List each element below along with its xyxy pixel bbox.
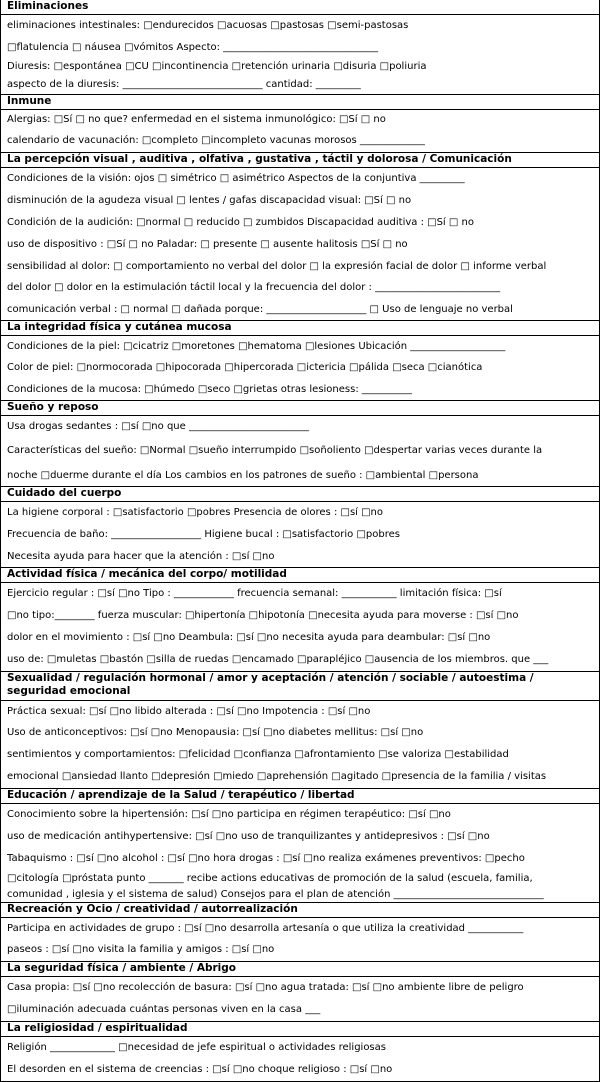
form-line[interactable]: calendario de vacunación: □completo □incompleto vacunas morosos _____________ — [7, 135, 425, 146]
form-line[interactable]: aspecto de la diuresis: ____________________________ cantidad: _________ — [7, 79, 361, 90]
section-body — [1, 336, 599, 400]
section-body — [1, 918, 599, 961]
section-header: Sueño y reposo — [1, 401, 599, 416]
form-line[interactable]: comunidad , iglesia y el sistema de salud) Consejos para el plan de atención ______________________________ — [7, 889, 544, 900]
form-line[interactable]: Diuresis: □espontánea □CU □incontinencia □retención urinaria □disuria □poliuria — [7, 61, 427, 72]
form-line[interactable]: Usa drogas sedantes : □sí □no que ________________________ — [7, 421, 309, 432]
section-body — [1, 701, 599, 788]
form-section — [1, 903, 599, 962]
form-line[interactable]: Práctica sexual: □sí □no libido alterada : □sí □no Impotencia : □sí □no — [7, 706, 371, 717]
section-body — [1, 977, 599, 1021]
form-section — [1, 401, 599, 487]
form-line[interactable]: Necesita ayuda para hacer que la atención : □sí □no — [7, 551, 275, 562]
form-line[interactable]: Participa en actividades de grupo : □sí □no desarrolla artesanía o que utiliza la creatividad ___________ — [7, 923, 524, 934]
form-line[interactable]: Religión _____________ □necesidad de jefe espiritual o actividades religiosas — [7, 1042, 386, 1053]
form-line[interactable]: emocional □ansiedad llanto □depresión □miedo □aprehensión □agitado □presencia de la familia / visitas — [7, 771, 547, 782]
section-header: La integridad física y cutánea mucosa — [1, 321, 599, 336]
form-line[interactable]: El desorden en el sistema de creencias : □sí □no choque religioso : □sí □no — [7, 1064, 393, 1075]
form-line[interactable]: La higiene corporal : □satisfactorio □pobres Presencia de olores : □sí □no — [7, 507, 384, 518]
form-line[interactable]: eliminaciones intestinales: □endurecidos □acuosas □pastosas □semi-pastosas — [7, 20, 409, 31]
section-body — [1, 502, 599, 567]
section-body — [1, 1037, 599, 1081]
form-line[interactable]: uso de dispositivo : □Sí □ no Paladar: □ presente □ ausente halitosis □Sí □ no — [7, 239, 408, 250]
form-line[interactable]: □iluminación adecuada cuántas personas viven en la casa ___ — [7, 1004, 321, 1015]
section-header: Educación / aprendizaje de la Salud / terapéutico / libertad — [1, 789, 599, 804]
form-line[interactable]: uso de: □muletas □bastón □silla de ruedas □encamado □parapléjico □ausencia de los miembros. que ___ — [7, 654, 549, 665]
section-body — [1, 168, 599, 320]
form-line[interactable]: Características del sueño: □Normal □sueño interrumpido □soñoliento □despertar varias veces durante la — [7, 445, 543, 456]
form-section — [1, 0, 599, 95]
section-header: Actividad física / mecánica del corpo/ motilidad — [1, 568, 599, 583]
form-line[interactable]: □citología □próstata punto _______ recibe actions educativas de promoción de la salud (escuela, familia, — [7, 873, 533, 884]
form-line[interactable]: disminución de la agudeza visual □ lentes / gafas discapacidad visual: □Sí □ no — [7, 195, 412, 206]
form-section — [1, 1022, 599, 1082]
form-line[interactable]: Ejercicio regular : □sí □no Tipo : ____________ frecuencia semanal: ___________ limitación física: □sí — [7, 588, 502, 599]
section-body — [1, 583, 599, 671]
section-header: Sexualidad / regulación hormonal / amor y aceptación / atención / sociable / autoestima / seguridad emocional — [1, 672, 599, 701]
section-body — [1, 804, 599, 902]
section-body — [1, 110, 599, 152]
form-line[interactable]: Condición de la audición: □normal □ reducido □ zumbidos Discapacidad auditiva : □Sí □ no — [7, 217, 474, 228]
form-section — [1, 487, 599, 568]
section-body — [1, 416, 599, 486]
form-line[interactable]: paseos : □sí □no visita la familia y amigos : □sí □no — [7, 944, 275, 955]
form-line[interactable]: Color de piel: □normocorada □hipocorada □hipercorada □ictericia □pálida □seca □cianótica — [7, 362, 483, 373]
form-section — [1, 789, 599, 903]
form-line[interactable]: Condiciones de la visión: ojos □ simétrico □ asimétrico Aspectos de la conjuntiva _________ — [7, 173, 465, 184]
section-header: Inmune — [1, 95, 599, 110]
section-header: Eliminaciones — [1, 0, 599, 15]
form-line[interactable]: □no tipo:________ fuerza muscular: □hipertonía □hipotonía □necesita ayuda para moverse : □sí □no — [7, 610, 519, 621]
form-section — [1, 962, 599, 1022]
form-line[interactable]: Condiciones de la piel: □cicatriz □moretones □hematoma □lesiones Ubicación ___________________ — [7, 341, 506, 352]
form-line[interactable]: Casa propia: □sí □no recolección de basura: □sí □no agua tratada: □sí □no ambiente libre de peligro — [7, 982, 524, 993]
form-line[interactable]: Tabaquismo : □sí □no alcohol : □sí □no hora drogas : □sí □no realiza exámenes preventivos: □pecho — [7, 853, 525, 864]
form-section — [1, 568, 599, 672]
form-line[interactable]: uso de medicación antihypertensive: □sí □no uso de tranquilizantes y antidepresivos : □sí □no — [7, 831, 490, 842]
form-line[interactable]: Condiciones de la mucosa: □húmedo □seco □grietas otras lesioness: __________ — [7, 384, 412, 395]
form-section — [1, 153, 599, 321]
section-header: La percepción visual , auditiva , olfativa , gustativa , táctil y dolorosa / Comunicación — [1, 153, 599, 168]
form-line[interactable]: dolor en el movimiento : □sí □no Deambula: □sí □no necesita ayuda para deambular: □sí □no — [7, 632, 491, 643]
form-line[interactable]: Uso de anticonceptivos: □sí □no Menopausia: □sí □no diabetes mellitus: □sí □no — [7, 727, 424, 738]
form-section — [1, 95, 599, 153]
form-line[interactable]: Conocimiento sobre la hipertensión: □sí □no participa en régimen terapéutico: □sí □no — [7, 809, 451, 820]
form-line[interactable]: □flatulencia □ náusea □vómitos Aspecto: _______________________________ — [7, 42, 379, 53]
section-header: Cuidado del cuerpo — [1, 487, 599, 502]
form-line[interactable]: sensibilidad al dolor: □ comportamiento no verbal del dolor □ la expresión facial de dolor □ informe verbal — [7, 261, 547, 272]
form-section — [1, 321, 599, 401]
section-body — [1, 15, 599, 94]
form-line[interactable]: comunicación verbal : □ normal □ dañada porque: ____________________ □ Uso de lenguaje no verbal — [7, 304, 513, 315]
form-line[interactable]: Frecuencia de baño: __________________ Higiene bucal : □satisfactorio □pobres — [7, 529, 400, 540]
section-header: La seguridad física / ambiente / Abrigo — [1, 962, 599, 977]
form-section — [1, 672, 599, 789]
section-header: La religiosidad / espiritualidad — [1, 1022, 599, 1037]
form-line[interactable]: Alergias: □Sí □ no que? enfermedad en el sistema inmunológico: □Sí □ no — [7, 114, 386, 125]
form-line[interactable]: sentimientos y comportamientos: □felicidad □confianza □afrontamiento □se valoriza □estabilidad — [7, 749, 509, 760]
form-line[interactable]: del dolor □ dolor en la estimulación táctil local y la frecuencia del dolor : _________________________ — [7, 282, 501, 293]
section-header: Recreación y Ocio / creatividad / autorrealización — [1, 903, 599, 918]
form-line[interactable]: noche □duerme durante el día Los cambios en los patrones de sueño : □ambiental □persona — [7, 470, 479, 481]
